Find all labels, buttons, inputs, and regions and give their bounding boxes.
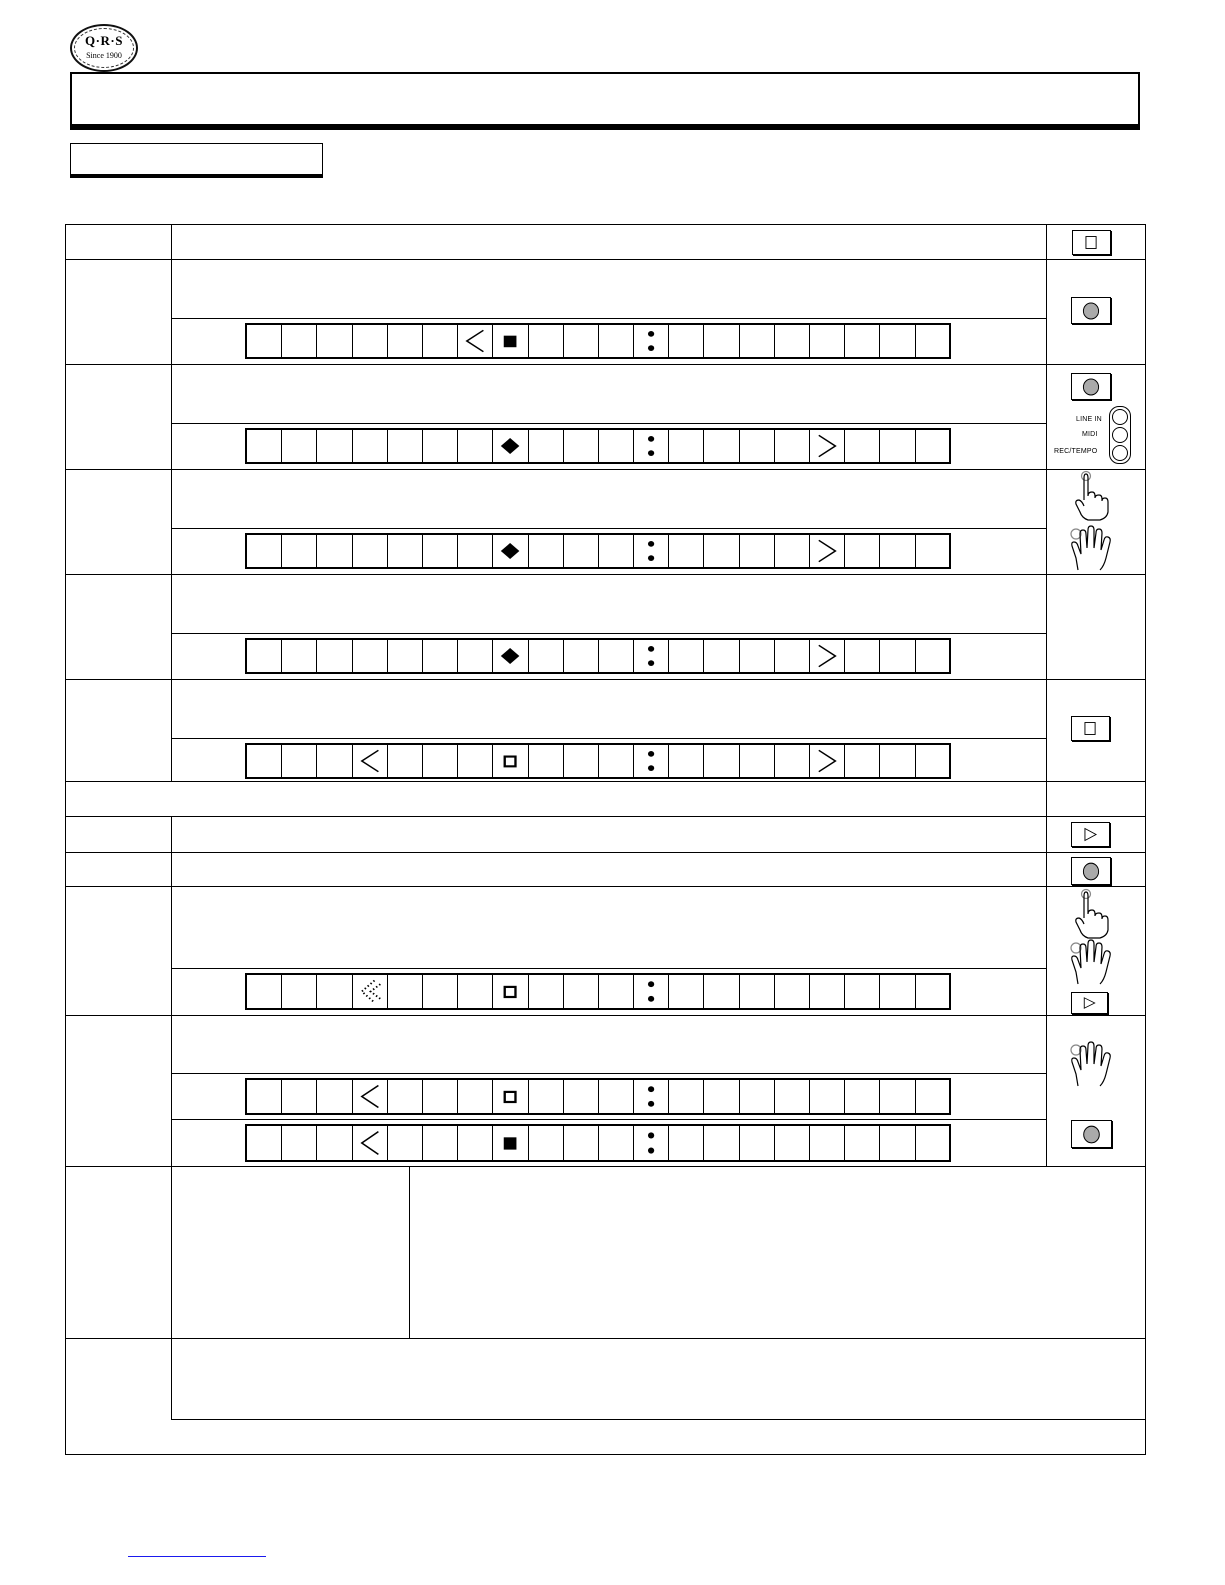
lt-glyph-icon	[458, 325, 492, 357]
lcd-cell-gt	[810, 535, 845, 567]
lcd-row-step-4	[245, 533, 951, 569]
lcd-cell	[704, 430, 739, 462]
lcd-cell	[775, 745, 810, 777]
cell-divider	[171, 318, 1047, 319]
lcd-cell	[775, 1080, 810, 1113]
lcd-cell	[423, 745, 458, 777]
lcd-cell	[916, 1080, 951, 1113]
lcd-cell	[388, 535, 423, 567]
row-divider	[65, 1015, 1146, 1016]
lcd-cell	[669, 640, 704, 672]
gt-glyph-icon	[810, 745, 844, 777]
lcd-cell	[529, 745, 564, 777]
lt-glyph-icon	[353, 1126, 387, 1160]
lcd-cell	[388, 640, 423, 672]
lcd-cell	[916, 1126, 951, 1160]
colon-glyph-icon	[634, 1126, 668, 1160]
lcd-cell	[529, 430, 564, 462]
colon-glyph-icon	[634, 975, 668, 1008]
open-hand-icon	[1068, 524, 1114, 574]
row-divider	[65, 781, 1146, 782]
lcd-cell-sq-open	[493, 745, 528, 777]
lcd-row-step-6	[245, 743, 951, 779]
lt-glyph-icon	[353, 745, 387, 777]
lcd-cell	[845, 535, 880, 567]
row-divider	[65, 364, 1146, 365]
lcd-cell	[599, 430, 634, 462]
record-icon	[1072, 858, 1110, 884]
record-button[interactable]	[1071, 373, 1111, 400]
lcd-cell	[529, 1080, 564, 1113]
colon-glyph-icon	[634, 535, 668, 567]
lcd-cell	[599, 325, 634, 357]
lcd-cell	[810, 325, 845, 357]
column-divider	[171, 224, 172, 781]
lt-glyph-icon	[353, 1080, 387, 1113]
row-divider	[65, 469, 1146, 470]
lcd-cell	[775, 975, 810, 1008]
lcd-cell	[740, 430, 775, 462]
lcd-cell	[458, 640, 493, 672]
lcd-cell	[599, 535, 634, 567]
lcd-cell	[458, 1126, 493, 1160]
led-label-midi: MIDI	[1082, 431, 1098, 438]
lcd-cell	[282, 535, 317, 567]
led-label-rec-tempo: REC/TEMPO	[1054, 448, 1098, 455]
lcd-cell	[353, 325, 388, 357]
sq-open-glyph-icon	[493, 745, 527, 777]
lcd-cell	[704, 325, 739, 357]
lcd-cell	[845, 640, 880, 672]
lt-dotted-glyph-icon	[353, 975, 387, 1008]
lcd-cell	[458, 430, 493, 462]
lcd-cell	[317, 325, 352, 357]
lcd-cell	[247, 1126, 282, 1160]
lcd-cell	[529, 975, 564, 1008]
lcd-cell	[564, 745, 599, 777]
lcd-cell	[775, 640, 810, 672]
lcd-cell-lt	[353, 1126, 388, 1160]
lcd-cell	[880, 975, 915, 1008]
lcd-cell	[458, 745, 493, 777]
lcd-cell-sq-fill	[493, 1126, 528, 1160]
line-in-led-icon	[1112, 409, 1128, 425]
lcd-cell	[845, 975, 880, 1008]
lcd-cell-colon	[634, 430, 669, 462]
lcd-cell	[317, 1080, 352, 1113]
rec-tempo-led-icon	[1112, 445, 1128, 461]
lcd-cell	[880, 1126, 915, 1160]
lcd-cell	[423, 430, 458, 462]
lcd-cell	[564, 430, 599, 462]
play-icon	[1072, 993, 1107, 1013]
lcd-cell	[247, 535, 282, 567]
lcd-cell-colon	[634, 640, 669, 672]
lcd-cell	[916, 640, 951, 672]
footer-link-underline[interactable]	[128, 1556, 266, 1557]
diamond-glyph-icon	[493, 535, 527, 567]
lcd-cell	[353, 430, 388, 462]
lcd-cell	[282, 325, 317, 357]
lcd-cell	[880, 1080, 915, 1113]
lcd-cell	[282, 745, 317, 777]
lcd-cell	[669, 325, 704, 357]
lcd-cell	[247, 975, 282, 1008]
lcd-cell-colon	[634, 745, 669, 777]
lcd-cell	[880, 745, 915, 777]
lcd-cell	[880, 640, 915, 672]
lcd-cell-gt	[810, 430, 845, 462]
lcd-cell	[564, 975, 599, 1008]
diamond-glyph-icon	[493, 430, 527, 462]
cell-divider	[171, 968, 1047, 969]
lcd-cell	[423, 640, 458, 672]
lcd-cell	[704, 745, 739, 777]
lcd-cell	[704, 975, 739, 1008]
lcd-cell	[317, 535, 352, 567]
open-hand-icon	[1068, 938, 1114, 988]
lcd-cell-lt	[353, 1080, 388, 1113]
sq-fill-glyph-icon	[493, 325, 527, 357]
row-divider	[65, 1338, 1146, 1339]
led-label-line-in: LINE IN	[1076, 416, 1102, 423]
lcd-cell-diamond	[493, 535, 528, 567]
lcd-cell	[669, 975, 704, 1008]
lcd-cell	[740, 1126, 775, 1160]
lcd-cell	[599, 1080, 634, 1113]
colon-glyph-icon	[634, 745, 668, 777]
lcd-cell	[282, 430, 317, 462]
lcd-cell	[353, 535, 388, 567]
lcd-cell	[458, 535, 493, 567]
lcd-cell	[845, 1080, 880, 1113]
pointing-finger-icon	[1072, 888, 1112, 940]
colon-glyph-icon	[634, 325, 668, 357]
lcd-cell	[247, 430, 282, 462]
lcd-cell	[740, 975, 775, 1008]
lcd-cell	[916, 745, 951, 777]
row-divider	[65, 1166, 1146, 1167]
cell-divider	[171, 1073, 1047, 1074]
lcd-cell-gt	[810, 640, 845, 672]
lcd-row-step-5	[245, 638, 951, 674]
lcd-cell	[916, 975, 951, 1008]
lcd-cell-sq-open	[493, 1080, 528, 1113]
logo-since: Since 1900	[86, 51, 122, 60]
open-hand-icon	[1068, 1040, 1114, 1090]
column-divider	[171, 816, 172, 1420]
lcd-cell-colon	[634, 535, 669, 567]
gt-glyph-icon	[810, 430, 844, 462]
lcd-cell-colon	[634, 1080, 669, 1113]
stop-button[interactable]	[1071, 716, 1110, 741]
lcd-cell	[564, 1080, 599, 1113]
lcd-cell	[388, 1080, 423, 1113]
lcd-cell	[423, 1126, 458, 1160]
row-divider	[65, 886, 1146, 887]
indicator-panel	[1050, 404, 1134, 466]
pointing-finger-icon	[1072, 470, 1112, 522]
sq-fill-glyph-icon	[493, 1126, 527, 1160]
lcd-row-step-9	[245, 973, 951, 1010]
record-button[interactable]	[1071, 857, 1111, 885]
lcd-cell	[282, 1126, 317, 1160]
colon-glyph-icon	[634, 430, 668, 462]
lcd-cell	[704, 1080, 739, 1113]
lcd-cell	[388, 1126, 423, 1160]
lcd-cell	[704, 535, 739, 567]
lcd-cell	[423, 975, 458, 1008]
lcd-cell	[564, 1126, 599, 1160]
lcd-cell	[458, 1080, 493, 1113]
section-title-box	[70, 143, 323, 178]
lcd-row-step-2	[245, 323, 951, 359]
lcd-cell	[529, 325, 564, 357]
play-button[interactable]	[1071, 822, 1110, 847]
play-button[interactable]	[1071, 992, 1108, 1014]
lcd-cell	[247, 640, 282, 672]
lcd-cell-colon	[634, 1126, 669, 1160]
lcd-cell	[669, 1126, 704, 1160]
lcd-cell	[845, 325, 880, 357]
lcd-row-step-10b	[245, 1124, 951, 1162]
cell-divider	[171, 738, 1047, 739]
lcd-cell	[740, 745, 775, 777]
lcd-cell	[529, 640, 564, 672]
lcd-cell	[669, 745, 704, 777]
lcd-cell	[423, 325, 458, 357]
sq-open-glyph-icon	[493, 975, 527, 1008]
logo-brand: Q·R·S	[85, 33, 123, 48]
record-icon	[1072, 298, 1110, 323]
record-icon	[1072, 1121, 1111, 1147]
lcd-cell	[458, 975, 493, 1008]
lcd-cell	[423, 535, 458, 567]
lcd-cell	[845, 745, 880, 777]
lcd-cell	[423, 1080, 458, 1113]
lcd-cell	[775, 1126, 810, 1160]
lcd-cell	[810, 1080, 845, 1113]
row-divider	[65, 574, 1146, 575]
lcd-cell	[388, 745, 423, 777]
lcd-cell	[740, 535, 775, 567]
row-divider	[65, 852, 1146, 853]
lcd-cell-lt	[458, 325, 493, 357]
lcd-cell	[317, 430, 352, 462]
lcd-cell	[740, 640, 775, 672]
instruction-table	[65, 224, 1146, 1455]
lcd-cell-sq-open	[493, 975, 528, 1008]
cell-divider	[171, 633, 1047, 634]
lcd-cell-sq-fill	[493, 325, 528, 357]
lcd-cell	[247, 325, 282, 357]
lcd-cell-lt	[353, 745, 388, 777]
stop-icon	[1073, 231, 1110, 254]
lcd-cell	[880, 325, 915, 357]
gt-glyph-icon	[810, 640, 844, 672]
gt-glyph-icon	[810, 535, 844, 567]
lcd-cell	[599, 745, 634, 777]
play-icon	[1072, 823, 1109, 846]
lcd-cell	[247, 1080, 282, 1113]
lcd-cell	[669, 535, 704, 567]
lcd-cell	[529, 1126, 564, 1160]
lcd-cell	[845, 430, 880, 462]
lcd-cell	[669, 430, 704, 462]
midi-led-icon	[1112, 427, 1128, 443]
lcd-cell	[282, 1080, 317, 1113]
lcd-cell	[564, 325, 599, 357]
lcd-cell	[916, 430, 951, 462]
column-divider	[409, 1166, 410, 1338]
lcd-cell	[704, 1126, 739, 1160]
lcd-cell	[740, 325, 775, 357]
lcd-cell	[388, 430, 423, 462]
lcd-row-step-3	[245, 428, 951, 464]
lcd-cell	[880, 430, 915, 462]
lcd-cell	[810, 1126, 845, 1160]
lcd-cell	[599, 640, 634, 672]
lcd-cell	[599, 1126, 634, 1160]
colon-glyph-icon	[634, 640, 668, 672]
cell-divider	[171, 423, 1047, 424]
lcd-cell	[704, 640, 739, 672]
record-button[interactable]	[1071, 1120, 1112, 1148]
diamond-glyph-icon	[493, 640, 527, 672]
lcd-cell-diamond	[493, 430, 528, 462]
sq-open-glyph-icon	[493, 1080, 527, 1113]
lcd-cell-colon	[634, 325, 669, 357]
lcd-cell	[353, 640, 388, 672]
lcd-cell	[282, 640, 317, 672]
lcd-cell	[775, 535, 810, 567]
lcd-cell	[775, 325, 810, 357]
qrs-logo	[70, 24, 138, 72]
colon-glyph-icon	[634, 1080, 668, 1113]
page-title-box	[70, 72, 1140, 130]
lcd-cell	[916, 535, 951, 567]
row-divider	[65, 259, 1146, 260]
lcd-cell	[845, 1126, 880, 1160]
column-divider	[1046, 224, 1047, 1166]
lcd-cell	[282, 975, 317, 1008]
lcd-cell-colon	[634, 975, 669, 1008]
lcd-cell	[247, 745, 282, 777]
row-divider	[65, 816, 1146, 817]
stop-icon	[1072, 717, 1109, 740]
lcd-cell	[740, 1080, 775, 1113]
lcd-cell	[317, 640, 352, 672]
record-button[interactable]	[1071, 297, 1111, 324]
lcd-cell	[529, 535, 564, 567]
lcd-cell-lt-dotted	[353, 975, 388, 1008]
lcd-cell	[317, 975, 352, 1008]
row-divider	[65, 679, 1146, 680]
stop-button[interactable]	[1072, 230, 1111, 255]
lcd-cell	[388, 975, 423, 1008]
lcd-row-step-10a	[245, 1078, 951, 1115]
cell-divider	[171, 1119, 1047, 1120]
lcd-cell-gt	[810, 745, 845, 777]
lcd-cell	[599, 975, 634, 1008]
lcd-cell	[564, 535, 599, 567]
cell-divider	[171, 528, 1047, 529]
lcd-cell-diamond	[493, 640, 528, 672]
lcd-cell	[564, 640, 599, 672]
lcd-cell	[916, 325, 951, 357]
lcd-cell	[388, 325, 423, 357]
record-icon	[1072, 374, 1110, 399]
lcd-cell	[317, 1126, 352, 1160]
lcd-cell	[775, 430, 810, 462]
row-divider	[171, 1419, 1146, 1420]
lcd-cell	[317, 745, 352, 777]
lcd-cell	[669, 1080, 704, 1113]
lcd-cell	[880, 535, 915, 567]
lcd-cell	[810, 975, 845, 1008]
